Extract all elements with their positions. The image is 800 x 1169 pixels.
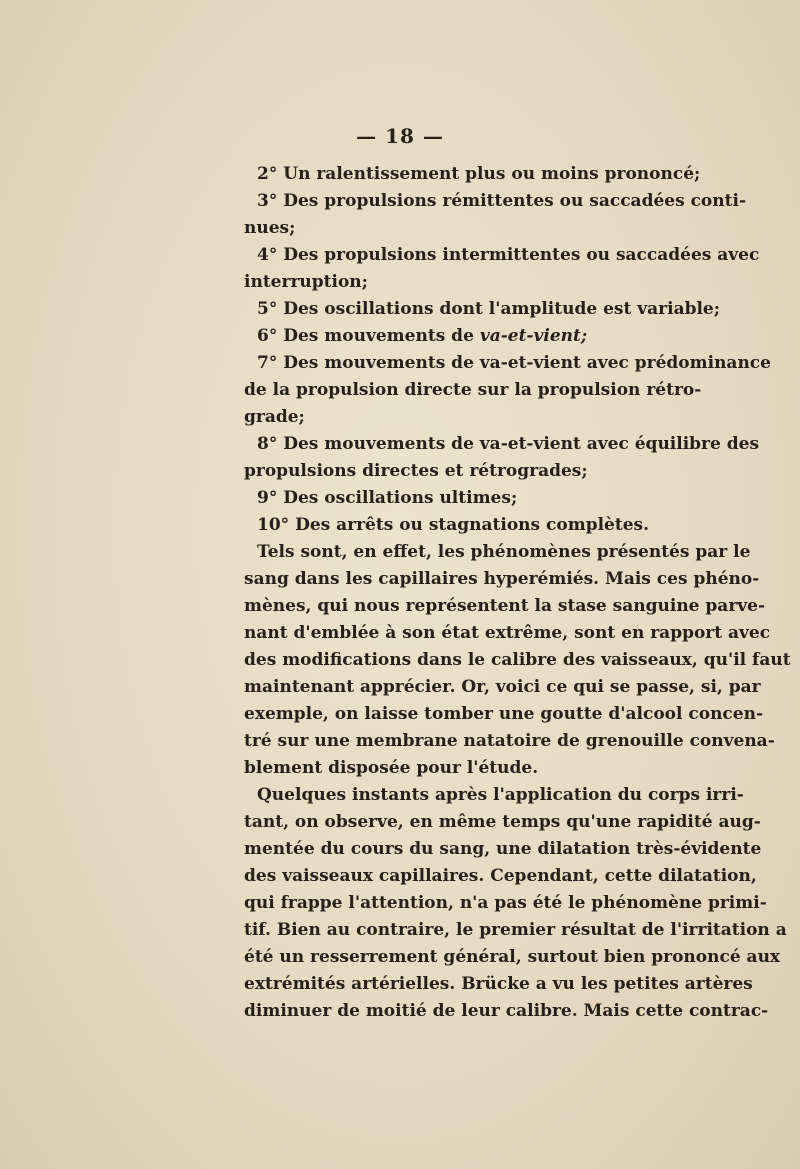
text-line-content: des vaisseaux capillaires. Cependant, cette dilatation, (244, 866, 757, 886)
text-line-content: diminuer de moitié de leur calibre. Mais cette contrac- (244, 1001, 769, 1021)
text-line (244, 809, 761, 836)
italic-phrase: va-et-vient; (479, 326, 588, 346)
text-line (244, 620, 771, 647)
text-line-content: propulsions directes et rétrogrades; (244, 461, 588, 481)
text-line-content: tant, on observe, en même temps qu'une rapidité aug- (244, 812, 761, 832)
text-line-content: sang dans les capillaires hyperémiés. Mais ces phéno- (244, 569, 760, 589)
text-line (244, 755, 680, 782)
body-text (244, 161, 791, 1025)
text-line-content: mènes, qui nous représentent la stase sanguine parve- (244, 596, 766, 616)
text-line (244, 377, 702, 404)
text-line (244, 971, 753, 998)
text-line (244, 782, 744, 809)
text-line-content: 8° Des mouvements de va-et-vient avec équilibre des (257, 434, 760, 454)
text-line-content: été un resserrement général, surtout bien prononcé aux (244, 947, 781, 967)
text-line-content: tif. Bien au contraire, le premier résultat de l'irritation a (244, 920, 787, 940)
text-line (244, 296, 721, 323)
text-line-content: blement disposée pour l'étude. (244, 758, 539, 778)
text-line-content: qui frappe l'attention, n'a pas été le phénomène primi- (244, 893, 767, 913)
text-line-content: mentée du cours du sang, une dilatation très-évidente (244, 839, 762, 859)
text-line-content: 9° Des oscillations ultimes; (257, 488, 518, 508)
text-line-content: 7° Des mouvements de va-et-vient avec prédominance (257, 353, 771, 373)
text-line (244, 404, 680, 431)
text-line (244, 242, 760, 269)
text-line (244, 512, 680, 539)
text-line (244, 350, 771, 377)
text-line (244, 161, 701, 188)
text-line (244, 701, 764, 728)
text-line (244, 944, 781, 971)
text-line (244, 728, 775, 755)
text-line (244, 998, 769, 1025)
text-line (244, 863, 757, 890)
text-line-content: Tels sont, en effet, les phénomènes présentés par le (257, 542, 751, 562)
text-line-content: tré sur une membrane natatoire de grenouille convena- (244, 731, 775, 751)
text-line-content: 6° Des mouvements de (257, 326, 480, 346)
text-line (244, 215, 680, 242)
text-line (244, 836, 762, 863)
text-line-content: 10° Des arrêts ou stagnations complètes. (257, 515, 650, 535)
text-line-content: nant d'emblée à son état extrême, sont en rapport avec (244, 623, 771, 643)
text-line-content: 3° Des propulsions rémittentes ou saccadées conti- (257, 191, 746, 211)
text-line-content: nues; (244, 218, 296, 238)
text-line-content: extrémités artérielles. Brücke a vu les petites artères (244, 974, 753, 994)
page-number: — 18 — (356, 124, 444, 148)
text-line (244, 269, 680, 296)
text-line (244, 539, 751, 566)
text-line (244, 647, 791, 674)
text-line-content: 2° Un ralentissement plus ou moins prononcé; (257, 164, 701, 184)
text-line (244, 593, 766, 620)
text-line (244, 674, 761, 701)
text-line-content: de la propulsion directe sur la propulsion rétro- (244, 380, 702, 400)
text-line-content: des modifications dans le calibre des vaisseaux, qu'il faut (244, 650, 791, 670)
text-line (244, 917, 787, 944)
text-line-content: Quelques instants après l'application du corps irri- (257, 785, 744, 805)
text-line-content: 5° Des oscillations dont l'amplitude est variable; (257, 299, 721, 319)
text-line-content: maintenant apprécier. Or, voici ce qui se passe, si, par (244, 677, 761, 697)
text-line (244, 890, 767, 917)
text-line-content: grade; (244, 407, 305, 427)
text-line (244, 431, 760, 458)
text-line-content: exemple, on laisse tomber une goutte d'alcool concen- (244, 704, 764, 724)
text-line-content: 4° Des propulsions intermittentes ou saccadées avec (257, 245, 760, 265)
text-line-content: interruption; (244, 272, 368, 292)
text-line (244, 188, 746, 215)
text-line (244, 566, 760, 593)
text-line (244, 485, 680, 512)
text-line (244, 458, 680, 485)
text-line (244, 323, 680, 350)
